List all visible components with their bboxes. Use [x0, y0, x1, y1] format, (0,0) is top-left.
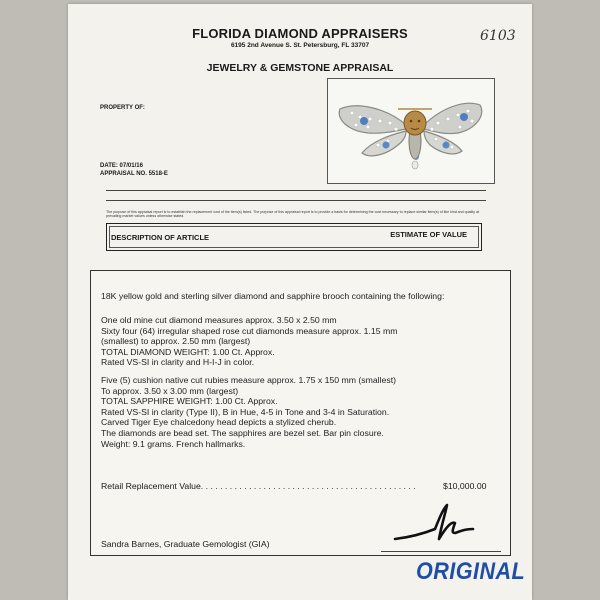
fine-print: The purpose of this appraisal report is to establish the replacement cost of the item(s) listed. The purpose of this appraisal report is to provide a basis for determining the cost necessary to replace similar item(s) of like kind and quality at prevailing market values unless otherwise stated.	[106, 210, 480, 219]
intro-line: 18K yellow gold and sterling silver diamond and sapphire brooch containing the following:	[101, 291, 445, 301]
diamond-line: Rated VS-SI in clarity and H-I-J in color.	[101, 357, 255, 368]
retail-value: $10,000.00	[443, 481, 487, 491]
appraisal-number: APPRAISAL NO. 5518-E	[100, 171, 168, 177]
retail-label: Retail Replacement Value. . . . . . . . . . . . . . . . . . . . . . . . . . . . . . . . . . . . . . . . . . . . .	[101, 481, 416, 491]
description-body	[90, 270, 511, 556]
sapphire-line: To approx. 3.50 x 3.00 mm (largest)	[101, 385, 239, 396]
sapphire-line: Rated VS-SI in clarity (Type II), B in Hue, 4-5 in Tone and 3-4 in Saturation.	[101, 406, 390, 417]
sapphire-details	[101, 375, 511, 449]
sapphire-line: Weight: 9.1 grams. French hallmarks.	[101, 438, 246, 449]
document-title: JEWELRY & GEMSTONE APPRAISAL	[206, 62, 394, 74]
original-stamp: ORIGINAL	[416, 558, 526, 585]
company-address: 6195 2nd Avenue S. St. Petersburg, FL 33707	[230, 42, 370, 49]
sapphire-line: The diamonds are bead set. The sapphires are bezel set. Bar pin closure.	[101, 427, 384, 438]
diamond-line: TOTAL DIAMOND WEIGHT: 1.00 Ct. Approx.	[101, 346, 275, 357]
diamond-details	[101, 315, 511, 368]
diamond-line: (smallest) to approx. 2.50 mm (largest)	[101, 336, 251, 347]
description-label: DESCRIPTION OF ARTICLE	[111, 233, 210, 242]
form-line	[106, 190, 486, 191]
form-line	[106, 200, 486, 201]
company-name: FLORIDA DIAMOND APPRAISERS	[192, 26, 408, 41]
sapphire-line: Carved Tiger Eye chalcedony head depicts a stylized cherub.	[101, 417, 337, 428]
property-of-label: PROPERTY OF:	[100, 105, 145, 111]
date-field: DATE: 07/01/16	[100, 163, 143, 169]
diamond-line: Sixty four (64) irregular shaped rose cut diamonds measure approx. 1.15 mm	[101, 325, 398, 336]
sapphire-line: Five (5) cushion native cut rubies measure approx. 1.75 x 150 mm (smallest)	[101, 375, 397, 385]
brooch-image	[328, 79, 494, 183]
signature-line	[381, 551, 501, 552]
description-header	[106, 223, 482, 251]
appraisal-document	[68, 4, 532, 600]
diamond-line: One old mine cut diamond measures approx. 3.50 x 2.50 mm	[101, 315, 337, 325]
handwritten-number: 6103	[480, 28, 516, 44]
brooch-photo	[327, 78, 495, 184]
gemologist-name: Sandra Barnes, Graduate Gemologist (GIA)	[101, 539, 270, 549]
sapphire-line: TOTAL SAPPHIRE WEIGHT: 1.00 Ct. Approx.	[101, 396, 278, 407]
signature-mark	[391, 499, 481, 547]
estimate-label: ESTIMATE OF VALUE	[390, 230, 467, 239]
intro-text	[101, 291, 511, 302]
